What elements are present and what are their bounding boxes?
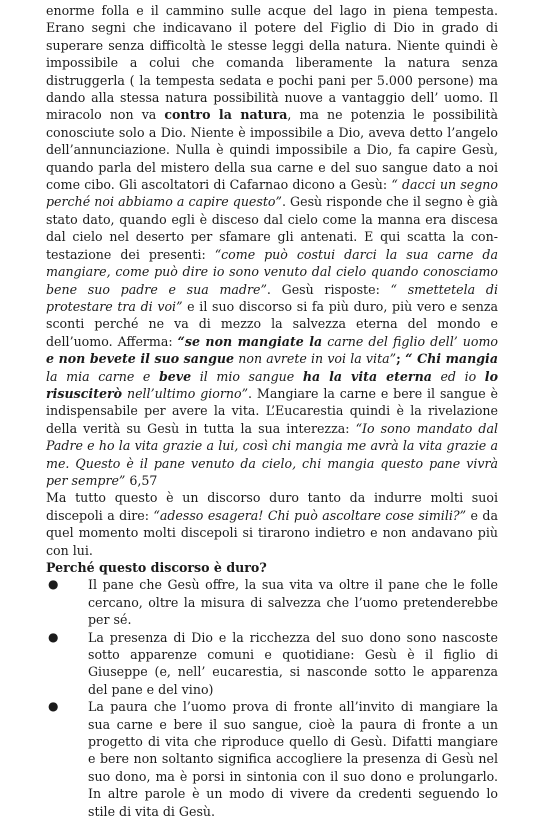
bullet-item	[46, 629, 498, 699]
body-text: Ma tutto questo è un discorso duro tanto da indurre molti suoi discepoli a dire:	[46, 490, 498, 523]
emphasis-text: il mio sangue	[191, 368, 303, 384]
emphasis-text: “Io sono mandato dal Padre e ho la vita grazie a lui, così chi mangia me avrà la vita grazie a me. Questo è il pane venuto da cielo, chi mangia questo pane vivrà per sempre”	[46, 420, 498, 488]
body-text: . Gesù risposte:	[266, 281, 391, 297]
emphasis-text: “ Chi mangia	[405, 351, 498, 367]
emphasis-text: non avrete in voi la vita”	[234, 351, 397, 367]
body-paragraph	[46, 2, 498, 489]
bullet-list	[46, 576, 498, 820]
emphasis-text: e non bevete il suo sangue	[46, 351, 235, 367]
bullet-text: Il pane che Gesù offre, la sua vita va oltre il pane che le folle cercano, oltre la misura di salvezza che l’uomo pretenderebbe per sé.	[88, 577, 498, 628]
emphasis-text: ;	[396, 351, 406, 367]
body-text: . Gesù risponde che il segno è già stato dato, quando egli è disceso dal cielo come la manna era discesa dal cielo nel deserto per sfamare gli antenati. E qui scatta la contestazione dei presenti:	[46, 194, 498, 262]
emphasis-text: carne del figlio dell’ uomo	[322, 333, 498, 349]
emphasis-text: “se non mangiate la	[177, 333, 323, 349]
bullet-icon: ●	[48, 699, 59, 714]
emphasis-text: “ dacci un segno perché noi abbiamo a capire questo”	[46, 177, 498, 210]
body-text: 6,57	[125, 472, 158, 488]
emphasis-text: “adesso esagera! Chi può ascoltare cose simili?”	[153, 507, 467, 523]
bullet-text: La paura che l’uomo prova di fronte all’invito di mangiare la sua carne e bere il suo sangue, cioè la paura di fronte a un progetto di vita che riproduce quello di Gesù. Difatti mangiare e bere non soltanto significa accogliere la presenza di Gesù nel suo dono, ma è porsi in sintonia con il suo dono e prolungarlo. In altre parole è un modo di vivere da credenti seguendo lo stile di vita di Gesù.	[88, 699, 498, 819]
emphasis-text: nell’ultimo giorno”	[122, 385, 249, 401]
document-page	[46, 2, 498, 820]
body-text: . Mangiare la carne e bere il sangue è indispensabile per avere la vita. L’Eucarestia quindi è la rivelazione della verità su Gesù in tutta la sua interezza:	[46, 385, 498, 436]
emphasis-text: ed io	[431, 368, 485, 384]
body-text: e da quel momento molti discepoli si tirarono indietro e non andavano più con lui.	[46, 507, 498, 558]
bullet-item	[46, 576, 498, 628]
body-paragraph	[46, 489, 498, 559]
emphasis-text: beve	[158, 368, 192, 384]
emphasis-text: ha la vita eterna	[302, 368, 432, 384]
emphasis-text: “come può costui darci la sua carne da mangiare, come può dire io sono venuto dal cielo quando conosciamo bene suo padre e sua madre”	[46, 246, 498, 297]
bullet-icon: ●	[48, 577, 59, 592]
emphasis-text: contro la natura	[164, 107, 288, 123]
emphasis-text: “ smettetela di protestare tra di voi”	[46, 281, 498, 314]
emphasis-text: lo risusciterò	[46, 368, 498, 401]
body-text: enorme folla e il cammino sulle acque del lago in piena tempesta. Erano segni che indicavano il potere del Figlio di Dio in grado di superare senza difficoltà le stesse leggi della natura. Niente quindi è impossibile a colui che comanda liberamente la natura senza distruggerla ( la tempesta sedata e pochi pani per 5.000 persone) ma dando alla stessa natura possibilità nuove a vantaggio dell’ uomo. Il miracolo non va	[46, 3, 498, 123]
body-text: , ma ne potenzia le possibilità conosciute solo a Dio. Niente è impossibile a Dio, aveva detto l’angelo dell’annunciazione. Nulla è quindi impossibile a Dio, fa capire Gesù, quando parla del mistero della sua carne e del suo sangue dato a noi come cibo. Gli ascoltatori di Cafarnao dicono a Gesù:	[46, 107, 499, 193]
section-heading: Perché questo discorso è duro?	[46, 560, 267, 575]
bullet-text: La presenza di Dio e la ricchezza del suo dono sono nascoste sotto apparenze comuni e quotidiane: Gesù è il figlio di Giuseppe (e, nell’ eucarestia, si nasconde sotto le apparenza del pane e del vino)	[88, 629, 498, 697]
emphasis-text: la mia carne e	[46, 368, 159, 384]
bullet-icon: ●	[48, 629, 59, 644]
body-text: e il suo discorso si fa più duro, più vero e senza sconti perché ne va di mezzo la salvezza eterna del mondo e dell’uomo. Afferma:	[46, 298, 498, 349]
bullet-item	[46, 698, 498, 820]
